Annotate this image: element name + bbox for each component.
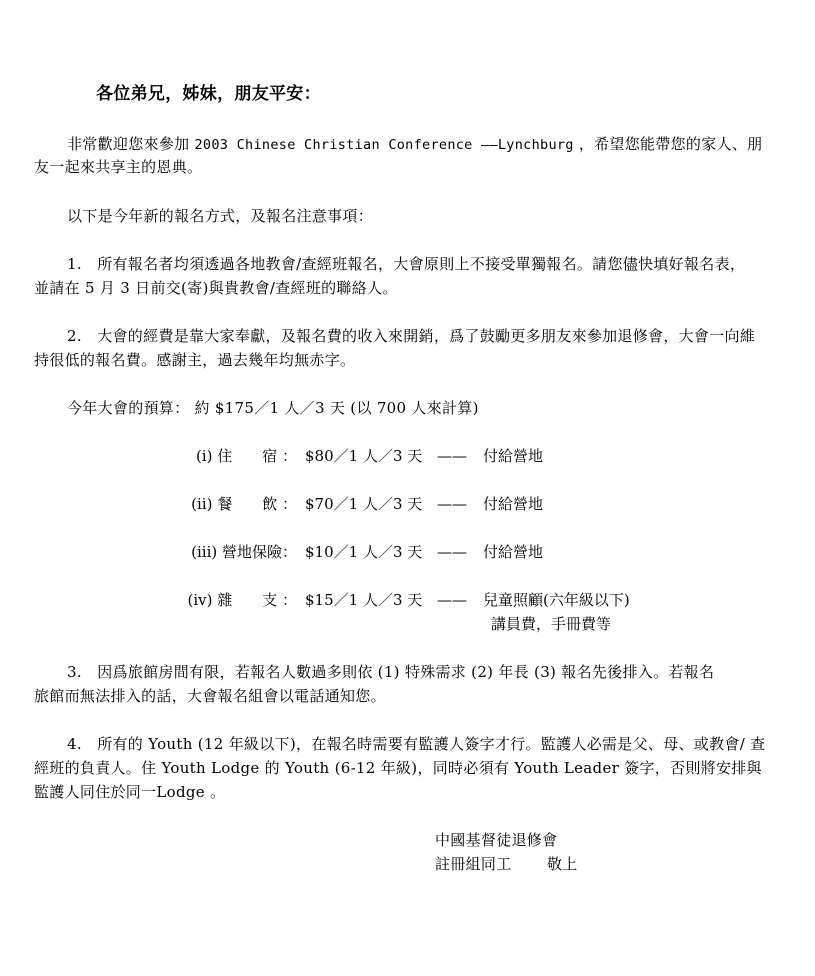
budget-row-dash: —— xyxy=(437,495,467,513)
intro-conference-name: 2003 Chinese Christian Conference ——Lynchburg xyxy=(194,137,574,153)
budget-row-note: 兒童照顧(六年級以下) xyxy=(483,591,630,609)
signature-team: 註冊組同工 xyxy=(435,855,512,873)
budget-row-label: (i) 住 宿 ： xyxy=(195,447,297,465)
budget-row-cost: $80／1 人／3 天 xyxy=(305,447,423,465)
intro-line-1 xyxy=(67,134,762,155)
budget-row-label: (ii) 餐 飲 ： xyxy=(191,495,297,513)
budget-row-dash: —— xyxy=(437,447,467,465)
item2-line-2: 持很低的報名費。感謝主，過去幾年均無赤字。 xyxy=(34,351,356,369)
item1-line-1: 1. 所有報名者均須透過各地教會/查經班報名，大會原則上不接受單獨報名。請您儘快填好報名表， xyxy=(67,255,746,273)
budget-row-label: (iii) 營地保險： xyxy=(191,543,297,561)
greeting: 各位弟兄，姊妹，朋友平安： xyxy=(96,84,321,104)
intro-line-2: 友一起來共享主的恩典。 xyxy=(34,158,203,176)
budget-line: 今年大會的預算： 約 $175／1 人／3 天 (以 700 人來計算) xyxy=(67,399,479,417)
notice-heading: 以下是今年新的報名方式，及報名注意事項： xyxy=(67,207,374,225)
item3-line-2: 旅館而無法排入的話，大會報名組會以電話通知您。 xyxy=(34,687,386,705)
item3-line-1: 3. 因爲旅館房間有限，若報名人數過多則依 (1) 特殊需求 (2) 年長 (3) 報名先後排入。若報名 xyxy=(67,663,715,681)
item4-line-2: 經班的負責人。住 Youth Lodge 的 Youth (6-12 年級)，同時必須有 Youth Leader 簽字，否則將安排與 xyxy=(34,759,762,777)
budget-row-note: 付給營地 xyxy=(483,495,544,513)
budget-row-cost: $15／1 人／3 天 xyxy=(305,591,423,609)
budget-row-note: 付給營地 xyxy=(483,447,544,465)
budget-row-dash: —— xyxy=(437,543,467,561)
intro-text-a: 非常歡迎您來參加 xyxy=(67,135,190,153)
signature-org: 中國基督徒退修會 xyxy=(435,831,558,849)
budget-row-cost: $70／1 人／3 天 xyxy=(305,495,423,513)
item2-line-1: 2. 大會的經費是靠大家奉獻，及報名費的收入來開銷，爲了鼓勵更多朋友來參加退修會，大會一向維 xyxy=(67,327,756,345)
budget-row-label: (iv) 雜 支 ： xyxy=(187,591,297,609)
budget-row-cost: $10／1 人／3 天 xyxy=(305,543,423,561)
item1-line-2: 並請在 5 月 3 日前交(寄)與貴教會/查經班的聯絡人。 xyxy=(34,279,398,297)
item4-line-3: 監護人同住於同一Lodge 。 xyxy=(34,783,226,801)
item4-line-1: 4. 所有的 Youth (12 年級以下)，在報名時需要有監護人簽字才行。監護人必需是父、母、或教會/ 查 xyxy=(67,735,766,753)
budget-row-note: 付給營地 xyxy=(483,543,544,561)
budget-row-dash: —— xyxy=(437,591,467,609)
intro-text-c: ，希望您能帶您的家人、朋 xyxy=(578,135,763,153)
budget-extra-note: 講員費，手冊費等 xyxy=(491,615,612,633)
signature-closing: 敬上 xyxy=(547,855,578,873)
